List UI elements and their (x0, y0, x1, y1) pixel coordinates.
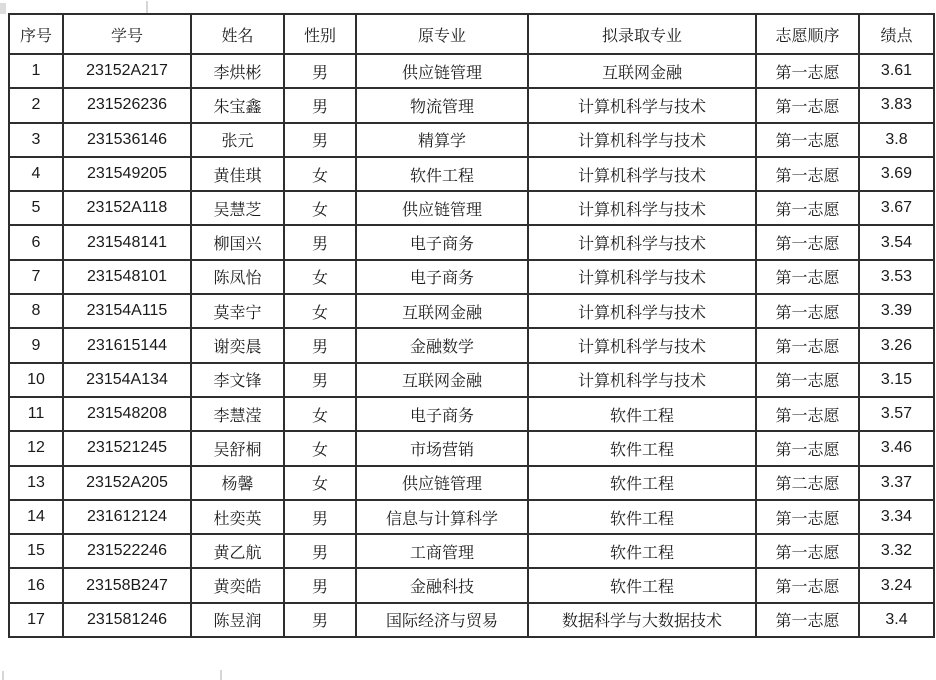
cell-index: 9 (9, 328, 63, 362)
cell-student-id: 23152A118 (63, 191, 191, 225)
column-header-gender: 性别 (284, 14, 356, 54)
cell-gpa: 3.53 (859, 260, 934, 294)
cell-admitted-major: 数据科学与大数据技术 (528, 603, 756, 637)
cell-admitted-major: 软件工程 (528, 500, 756, 534)
cell-index: 16 (9, 568, 63, 602)
cell-index: 2 (9, 88, 63, 122)
cell-preference-order: 第一志愿 (756, 568, 859, 602)
table-row (9, 500, 934, 534)
cell-gpa: 3.57 (859, 397, 934, 431)
cell-original-major: 信息与计算科学 (356, 500, 528, 534)
cell-gender: 男 (284, 54, 356, 88)
cell-name: 陈凤怡 (191, 260, 284, 294)
cell-admitted-major: 软件工程 (528, 397, 756, 431)
cell-original-major: 软件工程 (356, 157, 528, 191)
cell-original-major: 互联网金融 (356, 363, 528, 397)
cell-name: 李慧滢 (191, 397, 284, 431)
cell-original-major: 电子商务 (356, 397, 528, 431)
cell-admitted-major: 计算机科学与技术 (528, 328, 756, 362)
table-row (9, 363, 934, 397)
table-row (9, 466, 934, 500)
cell-gender: 男 (284, 534, 356, 568)
cell-name: 莫幸宁 (191, 294, 284, 328)
cell-gender: 男 (284, 123, 356, 157)
cell-gpa: 3.15 (859, 363, 934, 397)
column-header-admitted-major: 拟录取专业 (528, 14, 756, 54)
admission-table (8, 13, 935, 638)
cell-index: 8 (9, 294, 63, 328)
table-row (9, 397, 934, 431)
table-row (9, 225, 934, 259)
cell-gpa: 3.4 (859, 603, 934, 637)
table-row (9, 431, 934, 465)
cell-preference-order: 第一志愿 (756, 54, 859, 88)
cell-preference-order: 第一志愿 (756, 431, 859, 465)
cell-gender: 女 (284, 191, 356, 225)
cell-preference-order: 第一志愿 (756, 500, 859, 534)
cell-student-id: 231548101 (63, 260, 191, 294)
cell-preference-order: 第一志愿 (756, 328, 859, 362)
cell-preference-order: 第一志愿 (756, 603, 859, 637)
cell-gpa: 3.46 (859, 431, 934, 465)
cell-index: 6 (9, 225, 63, 259)
cell-name: 李烘彬 (191, 54, 284, 88)
cell-student-id: 231536146 (63, 123, 191, 157)
cell-original-major: 物流管理 (356, 88, 528, 122)
cell-gpa: 3.39 (859, 294, 934, 328)
table-row (9, 123, 934, 157)
cell-name: 张元 (191, 123, 284, 157)
cell-original-major: 互联网金融 (356, 294, 528, 328)
cell-gender: 女 (284, 397, 356, 431)
cell-student-id: 231526236 (63, 88, 191, 122)
cell-preference-order: 第一志愿 (756, 157, 859, 191)
cell-admitted-major: 计算机科学与技术 (528, 225, 756, 259)
cell-index: 3 (9, 123, 63, 157)
cell-gpa: 3.26 (859, 328, 934, 362)
cell-index: 17 (9, 603, 63, 637)
cell-student-id: 23154A134 (63, 363, 191, 397)
table-row (9, 294, 934, 328)
cell-name: 黄乙航 (191, 534, 284, 568)
cell-name: 黄奕皓 (191, 568, 284, 602)
cell-student-id: 23154A115 (63, 294, 191, 328)
cell-student-id: 231521245 (63, 431, 191, 465)
column-header-original-major: 原专业 (356, 14, 528, 54)
table-row (9, 603, 934, 637)
cell-gpa: 3.69 (859, 157, 934, 191)
cropped-gridline-artifact (2, 671, 4, 680)
cell-preference-order: 第一志愿 (756, 123, 859, 157)
cell-original-major: 供应链管理 (356, 191, 528, 225)
cell-index: 13 (9, 466, 63, 500)
cell-original-major: 精算学 (356, 123, 528, 157)
cell-gender: 男 (284, 225, 356, 259)
table-row (9, 157, 934, 191)
cell-student-id: 23158B247 (63, 568, 191, 602)
cell-original-major: 国际经济与贸易 (356, 603, 528, 637)
cell-admitted-major: 软件工程 (528, 431, 756, 465)
cell-preference-order: 第一志愿 (756, 88, 859, 122)
cell-student-id: 231548141 (63, 225, 191, 259)
cell-student-id: 231548208 (63, 397, 191, 431)
cell-name: 吴慧芝 (191, 191, 284, 225)
cell-gpa: 3.54 (859, 225, 934, 259)
column-header-gpa: 绩点 (859, 14, 934, 54)
cell-student-id: 231522246 (63, 534, 191, 568)
column-header-student-id: 学号 (63, 14, 191, 54)
cell-admitted-major: 计算机科学与技术 (528, 260, 756, 294)
cell-original-major: 供应链管理 (356, 466, 528, 500)
cell-original-major: 电子商务 (356, 225, 528, 259)
cell-index: 11 (9, 397, 63, 431)
cell-index: 12 (9, 431, 63, 465)
cell-index: 15 (9, 534, 63, 568)
cell-gender: 女 (284, 431, 356, 465)
table-row (9, 328, 934, 362)
cell-student-id: 231612124 (63, 500, 191, 534)
cell-index: 5 (9, 191, 63, 225)
cell-student-id: 231549205 (63, 157, 191, 191)
cell-gender: 男 (284, 603, 356, 637)
cell-name: 杜奕英 (191, 500, 284, 534)
cell-name: 吴舒桐 (191, 431, 284, 465)
cell-admitted-major: 计算机科学与技术 (528, 157, 756, 191)
cell-admitted-major: 计算机科学与技术 (528, 191, 756, 225)
cell-gender: 男 (284, 363, 356, 397)
cell-admitted-major: 软件工程 (528, 466, 756, 500)
cell-name: 朱宝鑫 (191, 88, 284, 122)
column-header-index: 序号 (9, 14, 63, 54)
cropped-gridline-artifact (220, 670, 222, 680)
admission-table-container (8, 13, 935, 638)
cell-gpa: 3.34 (859, 500, 934, 534)
cell-preference-order: 第一志愿 (756, 397, 859, 431)
column-header-preference-order: 志愿顺序 (756, 14, 859, 54)
cell-preference-order: 第一志愿 (756, 260, 859, 294)
cell-gender: 女 (284, 157, 356, 191)
cell-gpa: 3.83 (859, 88, 934, 122)
cell-admitted-major: 计算机科学与技术 (528, 363, 756, 397)
cell-gender: 男 (284, 568, 356, 602)
cell-preference-order: 第二志愿 (756, 466, 859, 500)
cell-name: 李文锋 (191, 363, 284, 397)
cell-admitted-major: 软件工程 (528, 568, 756, 602)
cell-name: 柳国兴 (191, 225, 284, 259)
cell-gpa: 3.24 (859, 568, 934, 602)
table-row (9, 568, 934, 602)
cell-student-id: 231581246 (63, 603, 191, 637)
cell-student-id: 23152A205 (63, 466, 191, 500)
cell-original-major: 电子商务 (356, 260, 528, 294)
cell-gpa: 3.37 (859, 466, 934, 500)
cell-original-major: 供应链管理 (356, 54, 528, 88)
cell-admitted-major: 软件工程 (528, 534, 756, 568)
cell-original-major: 工商管理 (356, 534, 528, 568)
cell-preference-order: 第一志愿 (756, 534, 859, 568)
cell-name: 谢奕晨 (191, 328, 284, 362)
cropped-gridline-artifact (146, 1, 148, 13)
cell-name: 杨馨 (191, 466, 284, 500)
table-row (9, 260, 934, 294)
cell-gpa: 3.8 (859, 123, 934, 157)
cell-index: 1 (9, 54, 63, 88)
cell-index: 4 (9, 157, 63, 191)
cell-admitted-major: 互联网金融 (528, 54, 756, 88)
cell-gender: 男 (284, 328, 356, 362)
column-header-name: 姓名 (191, 14, 284, 54)
cropped-cell-artifact (0, 3, 6, 14)
cell-preference-order: 第一志愿 (756, 225, 859, 259)
cell-preference-order: 第一志愿 (756, 363, 859, 397)
cell-gpa: 3.32 (859, 534, 934, 568)
cell-student-id: 23152A217 (63, 54, 191, 88)
cell-name: 陈昱润 (191, 603, 284, 637)
cell-gpa: 3.61 (859, 54, 934, 88)
cell-preference-order: 第一志愿 (756, 191, 859, 225)
cell-gpa: 3.67 (859, 191, 934, 225)
cell-index: 7 (9, 260, 63, 294)
cell-admitted-major: 计算机科学与技术 (528, 294, 756, 328)
cell-preference-order: 第一志愿 (756, 294, 859, 328)
cell-admitted-major: 计算机科学与技术 (528, 88, 756, 122)
table-row (9, 54, 934, 88)
cell-gender: 女 (284, 260, 356, 294)
table-row (9, 88, 934, 122)
cell-original-major: 金融数学 (356, 328, 528, 362)
table-row (9, 191, 934, 225)
cell-original-major: 市场营销 (356, 431, 528, 465)
table-row (9, 534, 934, 568)
cell-gender: 男 (284, 500, 356, 534)
cell-index: 14 (9, 500, 63, 534)
cell-student-id: 231615144 (63, 328, 191, 362)
cell-gender: 女 (284, 466, 356, 500)
cell-original-major: 金融科技 (356, 568, 528, 602)
cell-gender: 男 (284, 88, 356, 122)
cell-name: 黄佳琪 (191, 157, 284, 191)
cell-index: 10 (9, 363, 63, 397)
table-header-row (9, 14, 934, 54)
cell-admitted-major: 计算机科学与技术 (528, 123, 756, 157)
cell-gender: 女 (284, 294, 356, 328)
